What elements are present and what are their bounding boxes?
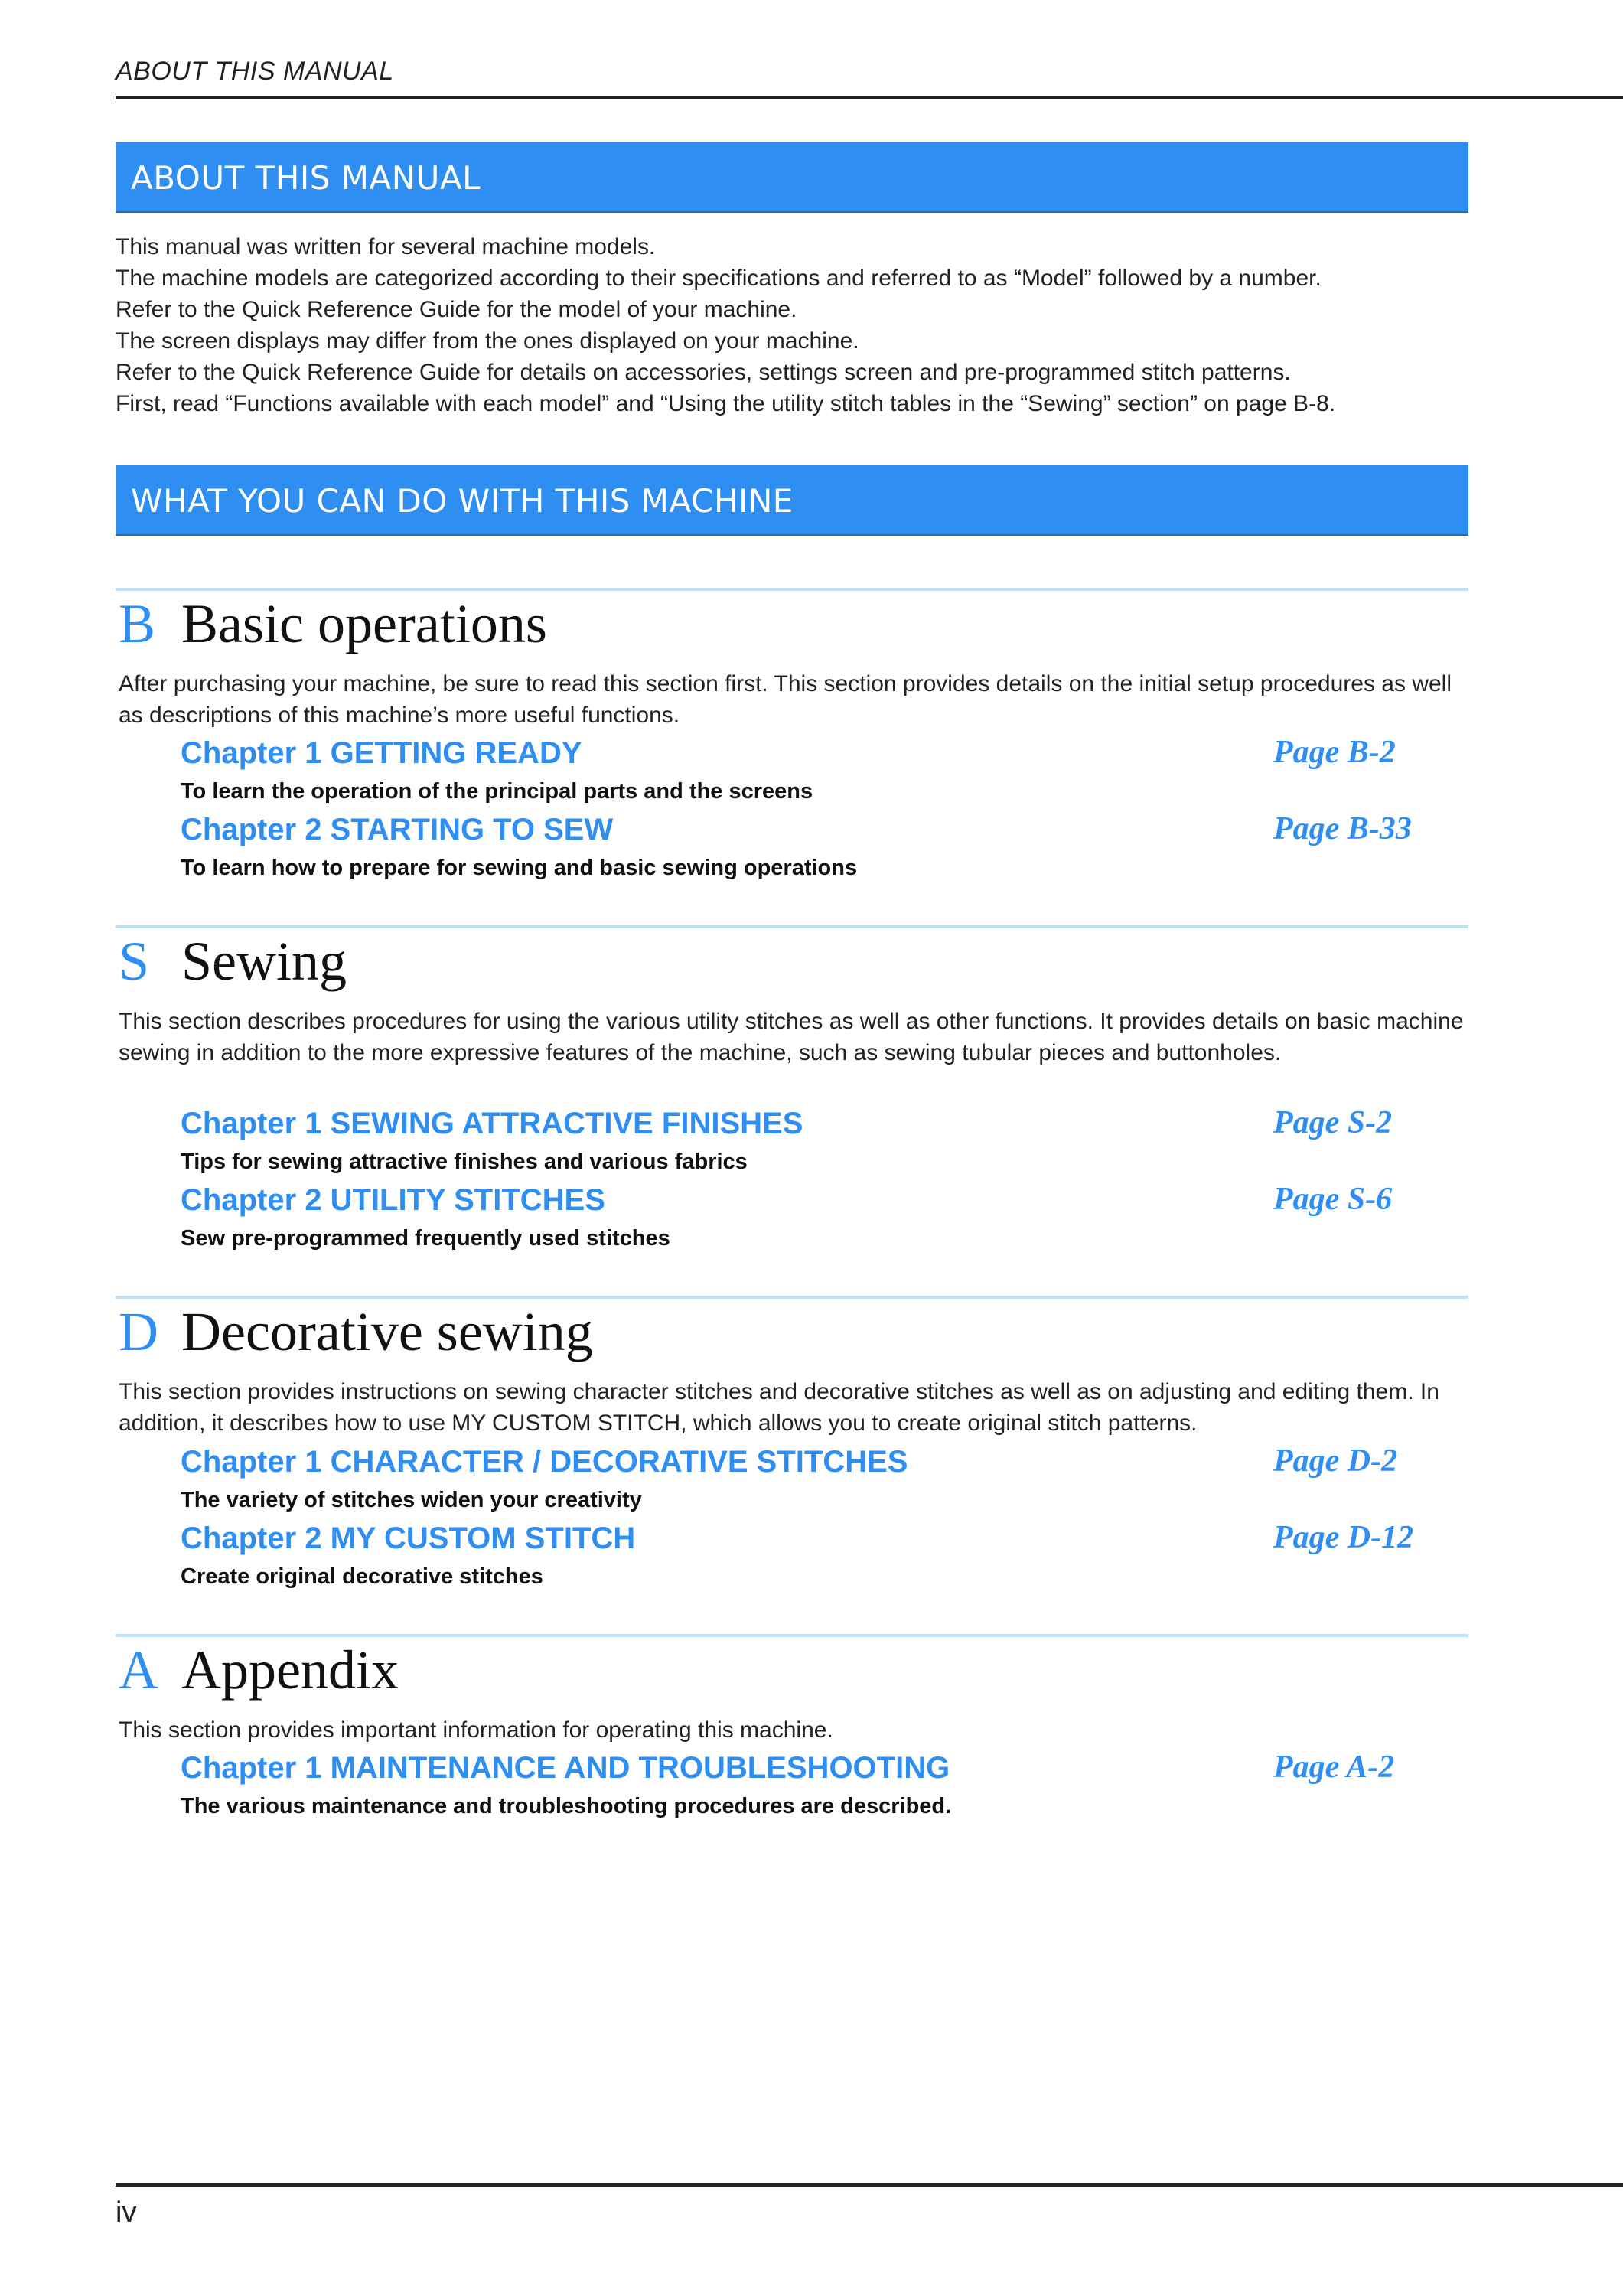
- intro-text: [116, 231, 1478, 419]
- section-rule: [116, 588, 1468, 591]
- what-you-can-do-banner: [116, 465, 1468, 534]
- page-number: iv: [116, 2197, 137, 2229]
- section-heading-basic-operations: [119, 593, 547, 654]
- page-reference[interactable]: Page B-33: [1273, 811, 1412, 846]
- section-heading-decorative-sewing: [119, 1301, 593, 1362]
- section-heading-appendix: [119, 1639, 399, 1701]
- section-letter: S: [119, 931, 150, 992]
- section-rule: [116, 1634, 1468, 1637]
- section-heading-sewing: [119, 931, 347, 992]
- what-you-can-do-banner-title: WHAT YOU CAN DO WITH THIS MACHINE: [131, 482, 794, 520]
- section-letter: A: [119, 1639, 158, 1701]
- chapter-subtitle: Sew pre-programmed frequently used stitches: [181, 1226, 670, 1251]
- intro-line: This manual was written for several machine models.: [116, 234, 656, 259]
- section-description: This section provides important information for operating this machine.: [119, 1717, 833, 1743]
- intro-line: The screen displays may differ from the ones displayed on your machine.: [116, 328, 859, 354]
- about-banner-title: ABOUT THIS MANUAL: [131, 159, 481, 197]
- chapter-subtitle: The variety of stitches widen your creativity: [181, 1488, 642, 1512]
- section-letter: B: [119, 593, 156, 654]
- intro-line: The machine models are categorized according to their specifications and referred to as “Model” followed by a number.: [116, 266, 1322, 291]
- intro-line: Refer to the Quick Reference Guide for the model of your machine.: [116, 297, 797, 322]
- section-rule: [116, 1296, 1468, 1299]
- chapter-link[interactable]: Chapter 1 SEWING ATTRACTIVE FINISHES: [181, 1107, 803, 1140]
- page-reference[interactable]: Page D-2: [1273, 1443, 1398, 1479]
- chapter-link[interactable]: Chapter 2 STARTING TO SEW: [181, 813, 614, 846]
- chapter-link[interactable]: Chapter 2 UTILITY STITCHES: [181, 1183, 605, 1217]
- footer-rule: [116, 2183, 1623, 2187]
- chapter-link[interactable]: Chapter 1 GETTING READY: [181, 736, 582, 770]
- section-letter: D: [119, 1301, 158, 1362]
- page-reference[interactable]: Page S-2: [1273, 1105, 1393, 1140]
- section-title: Decorative sewing: [181, 1301, 593, 1362]
- header-rule: [116, 96, 1623, 99]
- section-title: Appendix: [181, 1639, 399, 1701]
- chapter-subtitle: To learn how to prepare for sewing and basic sewing operations: [181, 856, 858, 880]
- page-reference[interactable]: Page A-2: [1273, 1750, 1395, 1785]
- section-description: This section provides instructions on sewing character stitches and decorative stitches as well as on adjusting and editing them. In addition, it describes how to use MY CUSTOM STITCH, which allows you to create original stitch patterns.: [119, 1379, 1439, 1436]
- section-title: Basic operations: [181, 593, 547, 654]
- section-description: This section describes procedures for using the various utility stitches as well as other functions. It provides details on basic machine sewing in addition to the more expressive features of the machine, such as sewing tubular pieces and buttonholes.: [119, 1009, 1464, 1065]
- section-rule: [116, 925, 1468, 928]
- chapter-link[interactable]: Chapter 1 CHARACTER / DECORATIVE STITCHES: [181, 1445, 908, 1479]
- section-description: After purchasing your machine, be sure to read this section first. This section provides details on the initial setup procedures as well as descriptions of this machine’s more useful functions.: [119, 671, 1452, 728]
- about-banner: [116, 142, 1468, 211]
- chapter-subtitle: Tips for sewing attractive finishes and various fabrics: [181, 1150, 748, 1174]
- page-reference[interactable]: Page D-12: [1273, 1520, 1414, 1555]
- intro-line: Refer to the Quick Reference Guide for details on accessories, settings screen and pre-programmed stitch patterns.: [116, 360, 1291, 385]
- chapter-link[interactable]: Chapter 1 MAINTENANCE AND TROUBLESHOOTING: [181, 1751, 950, 1785]
- chapter-subtitle: To learn the operation of the principal parts and the screens: [181, 779, 813, 804]
- running-header: ABOUT THIS MANUAL: [116, 57, 394, 86]
- chapter-subtitle: Create original decorative stitches: [181, 1564, 543, 1589]
- page-reference[interactable]: Page B-2: [1273, 735, 1396, 770]
- section-title: Sewing: [181, 931, 347, 992]
- chapter-link[interactable]: Chapter 2 MY CUSTOM STITCH: [181, 1521, 636, 1555]
- page-reference[interactable]: Page S-6: [1273, 1182, 1393, 1217]
- intro-line: First, read “Functions available with each model” and “Using the utility stitch tables in the “Sewing” section” on page B-8.: [116, 391, 1336, 416]
- chapter-subtitle: The various maintenance and troubleshooting procedures are described.: [181, 1794, 952, 1818]
